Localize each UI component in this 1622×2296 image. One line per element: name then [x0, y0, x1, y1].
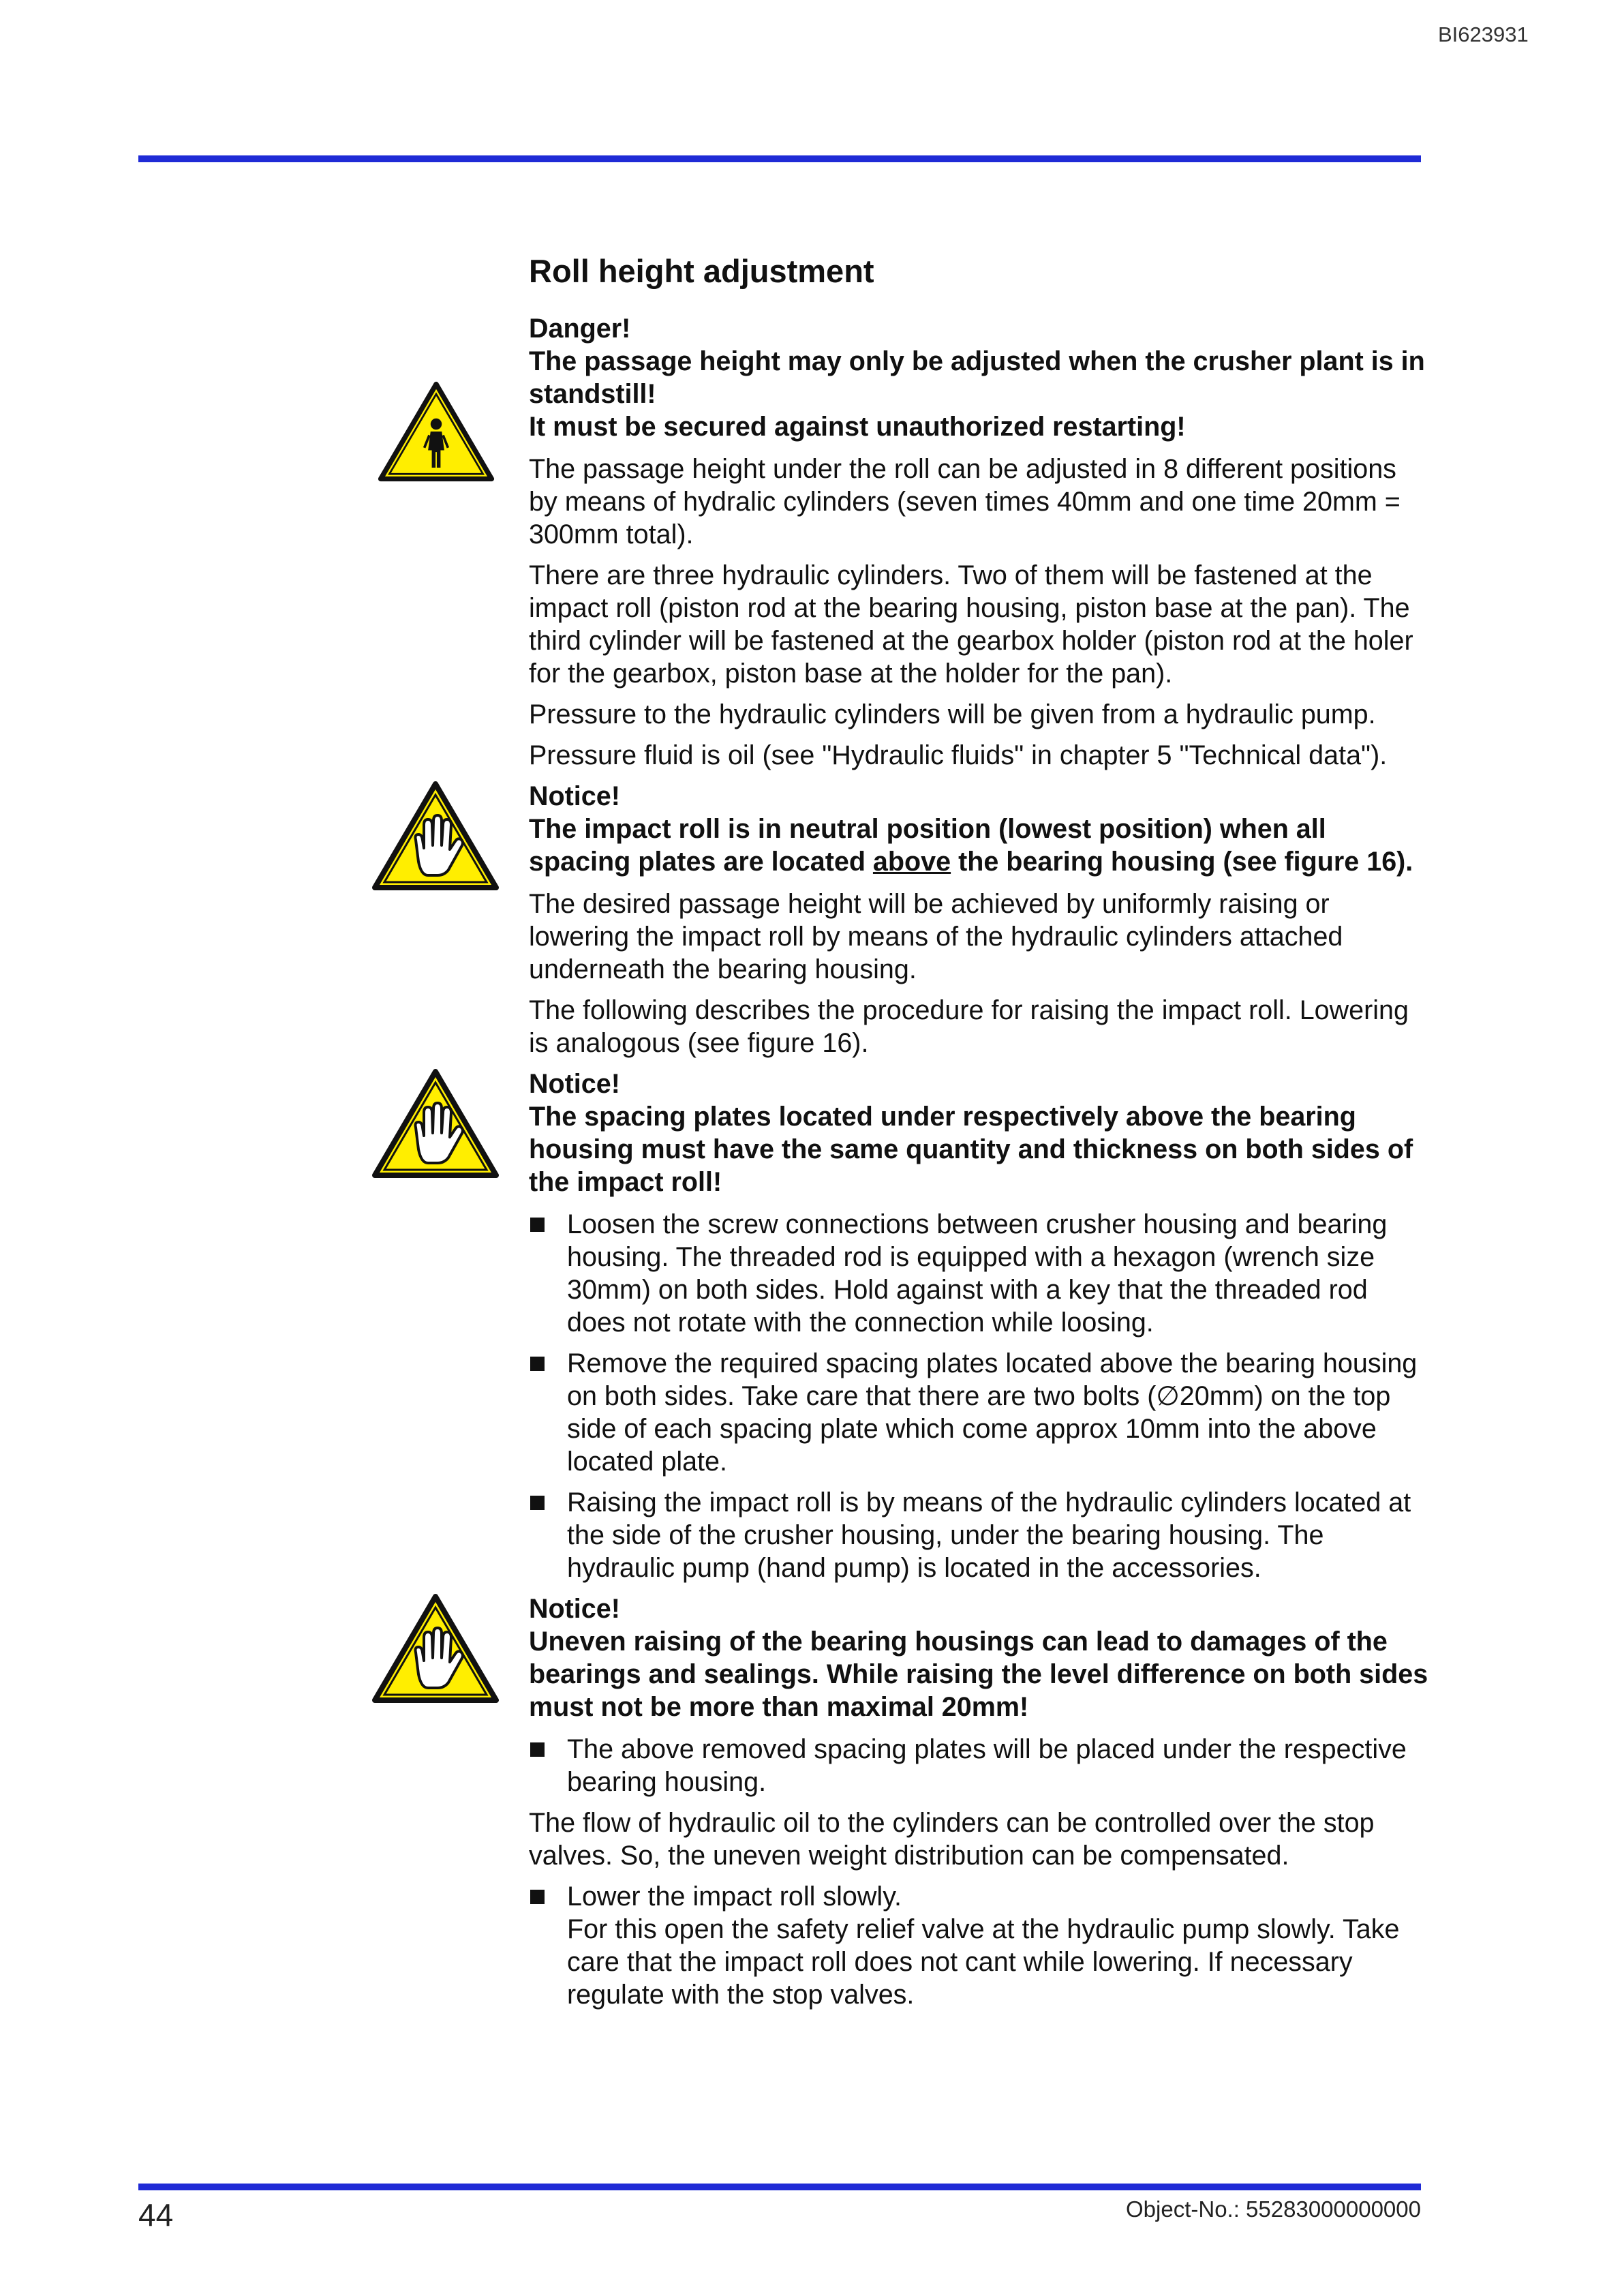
hand-warning-icon: [371, 780, 500, 892]
notice-text-underlined: above: [872, 847, 951, 877]
notice-heading: Notice!: [529, 1069, 620, 1099]
header-rule: [138, 155, 1421, 162]
paragraph-procedure: The following describes the procedure for raising the impact roll. Lowering is analogous (see figure 16).: [529, 995, 1409, 1058]
paragraph-pressure: Pressure to the hydraulic cylinders will be given from a hydraulic pump.: [529, 699, 1376, 729]
list-item: Remove the required spacing plates located above the bearing housing on both sides. Take care that there are two bolts (∅20mm) on the top side of each spacing plate which come approx 10mm into the above located plate.: [529, 1347, 1432, 1478]
notice-text: The spacing plates located under respectively above the bearing housing must have the same quantity and thickness on both sides of the impact roll!: [529, 1102, 1413, 1197]
danger-person-warning-icon: [375, 380, 498, 483]
list-item-line: For this open the safety relief valve at the hydraulic pump slowly. Take care that the impact roll does not cant while lowering. If necessary regulate with the stop valves.: [567, 1914, 1400, 2010]
danger-callout: [529, 312, 1432, 443]
notice-callout-3: [529, 1592, 1432, 1723]
notice-callout-1: [529, 780, 1432, 878]
notice-text: Uneven raising of the bearing housings can lead to damages of the bearings and sealings. While raising the level difference on both sides must not be more than maximal 20mm!: [529, 1627, 1428, 1722]
section-title: Roll height adjustment: [529, 253, 874, 289]
notice-text-start: The impact roll is in neutral position (lowest position) when all spacing plates are located: [529, 814, 1326, 877]
notice-text: [529, 813, 1432, 878]
list-item: Raising the impact roll is by means of the hydraulic cylinders located at the side of the crusher housing, under the bearing housing. The hydraulic pump (hand pump) is located in the accessories.: [529, 1486, 1432, 1584]
notice-heading: Notice!: [529, 1594, 620, 1624]
paragraph-pressure-fluid: Pressure fluid is oil (see "Hydraulic fluids" in chapter 5 "Technical data").: [529, 740, 1388, 770]
page-number: 44: [138, 2197, 174, 2233]
procedure-steps-list: [529, 1208, 1432, 1584]
paragraph-adjustment-positions: The passage height under the roll can be adjusted in 8 different positions by means of hydralic cylinders (seven times 40mm and one time 20mm = 300mm total).: [529, 454, 1401, 549]
placement-steps-list: [529, 1733, 1432, 1798]
paragraph-passage-height: The desired passage height will be achieved by uniformly raising or lowering the impact roll by means of the hydraulic cylinders attached underneath the bearing housing.: [529, 889, 1343, 984]
hand-warning-icon: [371, 1068, 500, 1179]
notice-text-end: the bearing housing (see figure 16).: [951, 847, 1413, 877]
list-item: [529, 1880, 1432, 2011]
danger-text-2: It must be secured against unauthorized restarting!: [529, 412, 1186, 442]
notice-callout-2: [529, 1068, 1432, 1198]
notice-heading: Notice!: [529, 781, 620, 811]
danger-text-1: The passage height may only be adjusted when the crusher plant is in standstill!: [529, 346, 1425, 409]
list-item: The above removed spacing plates will be placed under the respective bearing housing.: [529, 1733, 1432, 1798]
list-item: Loosen the screw connections between crusher housing and bearing housing. The threaded rod is equipped with a hexagon (wrench size 30mm) on both sides. Hold against with a key that the threaded rod does not rotate with the connection while loosing.: [529, 1208, 1432, 1339]
footer-rule: [138, 2184, 1421, 2190]
lowering-steps-list: [529, 1880, 1432, 2011]
object-number: Object-No.: 55283000000000: [1126, 2196, 1421, 2222]
danger-heading: Danger!: [529, 314, 631, 344]
paragraph-cylinders: There are three hydraulic cylinders. Two of them will be fastened at the impact roll (piston rod at the bearing housing, piston base at the pan). The third cylinder will be fastened at the gearbox holder (piston rod at the holer for the gearbox, piston base at the holder for the pan).: [529, 560, 1413, 689]
paragraph-stop-valves: The flow of hydraulic oil to the cylinders can be controlled over the stop valves. So, the uneven weight distribution can be compensated.: [529, 1808, 1375, 1871]
main-content: [529, 252, 1432, 2019]
document-id: BI623931: [1438, 22, 1529, 46]
list-item-line: Lower the impact roll slowly.: [567, 1882, 902, 1912]
hand-warning-icon: [371, 1592, 500, 1704]
